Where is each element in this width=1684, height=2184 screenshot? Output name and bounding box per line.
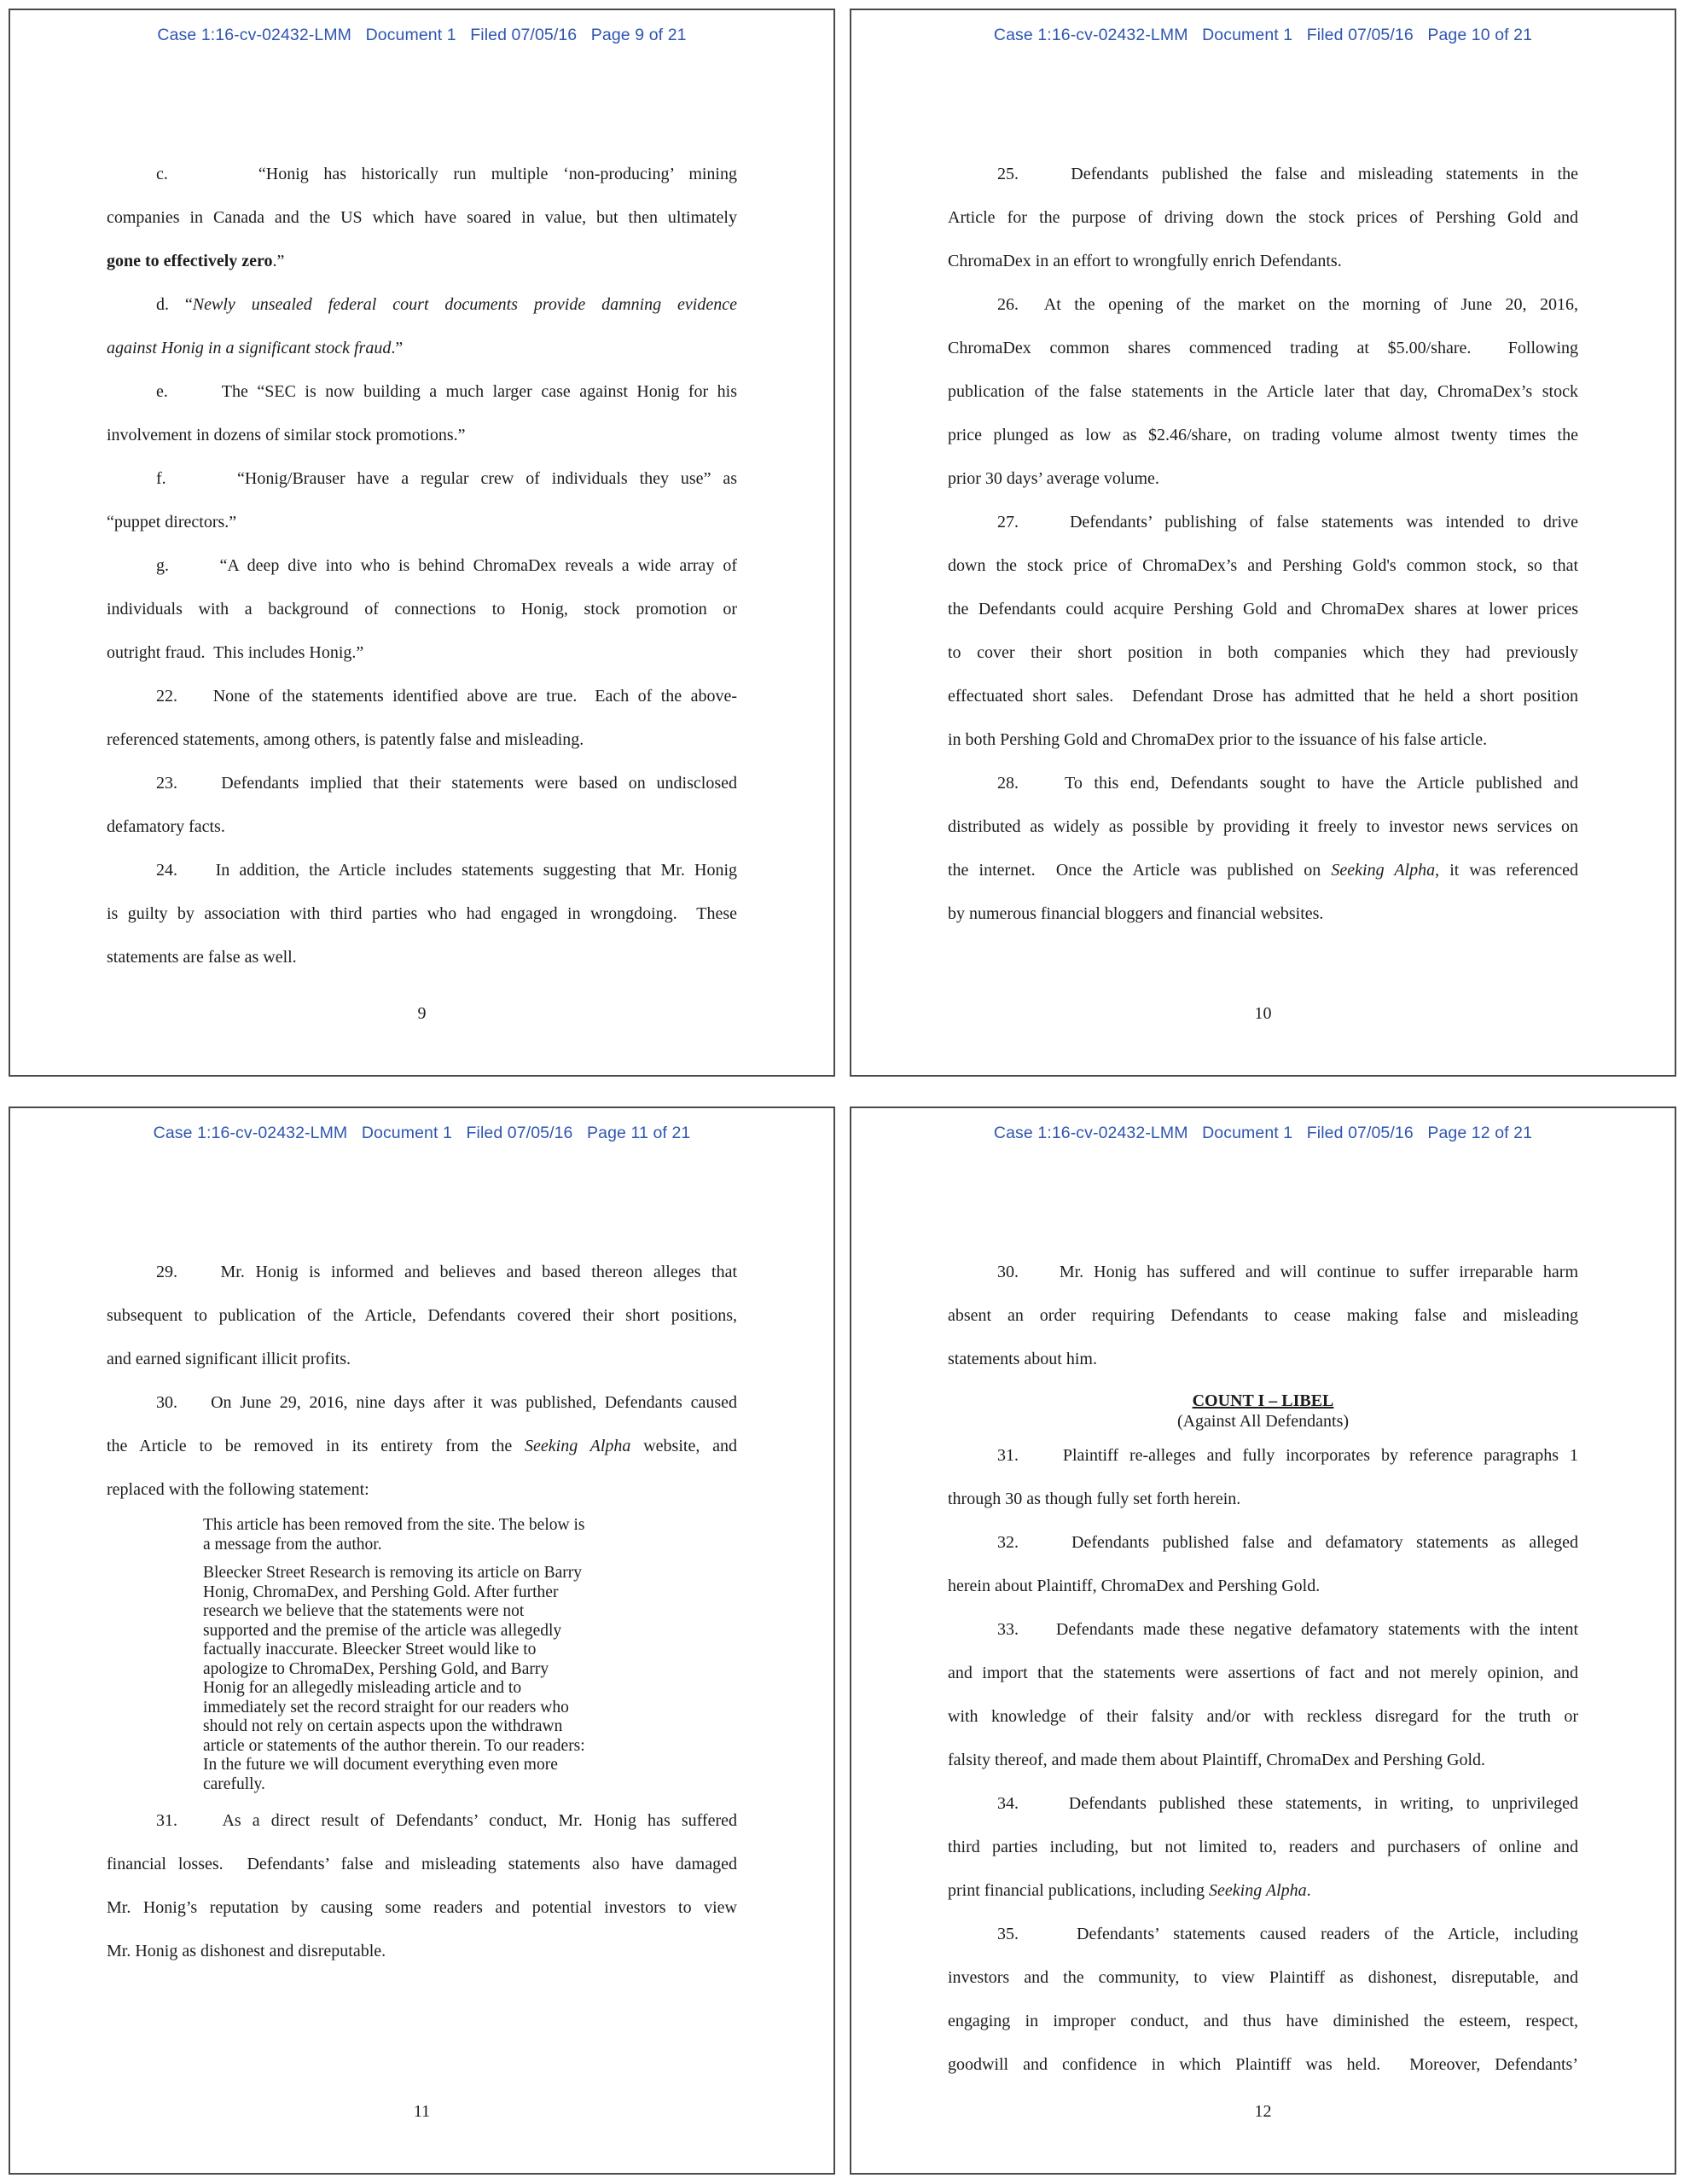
text-line: and earned significant illicit profits. (107, 1350, 351, 1368)
italic-text: Seeking Alpha (1331, 861, 1436, 880)
text-segment: the internet. Once the Article was published on (948, 861, 1332, 880)
page-body (948, 1251, 1578, 2087)
page-header: Case 1:16-cv-02432-LMM Document 1 Filed 07/05/16 Page 10 of 21 (993, 26, 1533, 44)
text-line: 30. On June 29, 2016, nine days after it was published, Defendants caused (156, 1393, 737, 1412)
quote-line: This article has been removed from the site. The below is (203, 1516, 585, 1534)
text-line: investors and the community, to view Plaintiff as dishonest, disreputable, and (948, 1968, 1578, 1987)
text-line: by numerous financial bloggers and financial websites. (948, 904, 1324, 923)
text-line: replaced with the following statement: (107, 1480, 369, 1499)
text-line: 31. Plaintiff re-alleges and fully incorporates by reference paragraphs 1 (997, 1446, 1578, 1465)
text-line: individuals with a background of connections to Honig, stock promotion or (107, 600, 737, 619)
text-segment: . (1306, 1881, 1311, 1900)
text-segment: the Article to be removed in its entirety from the (107, 1437, 526, 1455)
text-line: 27. Defendants’ publishing of false statements was intended to drive (997, 513, 1578, 531)
text-segment: .” (391, 339, 404, 357)
text-line: Article for the purpose of driving down the stock prices of Pershing Gold and (948, 208, 1578, 227)
text-line: f. “Honig/Brauser have a regular crew of individuals they use” as (156, 469, 737, 488)
quote-line: carefully. (203, 1774, 265, 1793)
text-line: 31. As a direct result of Defendants’ conduct, Mr. Honig has suffered (156, 1811, 737, 1830)
text-line: to cover their short position in both companies which they had previously (948, 643, 1578, 662)
text-line: falsity thereof, and made them about Plaintiff, ChromaDex and Pershing Gold. (948, 1751, 1486, 1769)
italic-text: Seeking Alpha (1209, 1881, 1307, 1900)
text-line: down the stock price of ChromaDex’s and Pershing Gold's common stock, so that (948, 556, 1578, 575)
page-header: Case 1:16-cv-02432-LMM Document 1 Filed 07/05/16 Page 9 of 21 (157, 26, 687, 44)
quote-line: Honig for an allegedly misleading article and to (203, 1679, 522, 1697)
text-line: engaging in improper conduct, and thus have diminished the esteem, respect, (948, 2012, 1578, 2030)
text-line: the Defendants could acquire Pershing Gold and ChromaDex shares at lower prices (948, 600, 1578, 619)
quote-line: Honig, ChromaDex, and Pershing Gold. After further (203, 1583, 559, 1601)
text-line: in both Pershing Gold and ChromaDex prior to the issuance of his false article. (948, 730, 1488, 749)
text-line: ChromaDex in an effort to wrongfully enrich Defendants. (948, 252, 1342, 270)
text-line: 34. Defendants published these statements, in writing, to unprivileged (997, 1794, 1578, 1813)
quote-line: Bleecker Street Research is removing its article on Barry (203, 1564, 583, 1582)
text-segment: d. “ (156, 295, 193, 314)
text-line: referenced statements, among others, is patently false and misleading. (107, 730, 584, 749)
text-line: 24. In addition, the Article includes statements suggesting that Mr. Honig (156, 861, 737, 880)
quote-line: supported and the premise of the article was allegedly (203, 1621, 562, 1640)
page-header: Case 1:16-cv-02432-LMM Document 1 Filed 07/05/16 Page 12 of 21 (993, 1124, 1533, 1142)
text-line (107, 327, 737, 370)
text-line: 28. To this end, Defendants sought to have the Article published and (997, 774, 1578, 793)
text-line: distributed as widely as possible by providing it freely to investor news services on (948, 817, 1578, 836)
page-number: 12 (1254, 2102, 1272, 2121)
quote-line: research we believe that the statements were not (203, 1602, 525, 1620)
block-quote (203, 1512, 647, 1799)
text-segment: website, and (630, 1437, 737, 1455)
text-line: through 30 as though fully set forth herein. (948, 1490, 1241, 1508)
text-line: with knowledge of their falsity and/or with reckless disregard for the truth or (948, 1707, 1578, 1726)
text-segment: .” (272, 252, 285, 270)
page-number: 11 (413, 2102, 431, 2121)
text-line (948, 1869, 1578, 1913)
text-line: 22. None of the statements identified above are true. Each of the above- (156, 687, 737, 706)
text-line: g. “A deep dive into who is behind ChromaDex reveals a wide array of (156, 556, 737, 575)
page-body (948, 153, 1578, 936)
text-line: statements are false as well. (107, 948, 297, 967)
bold-text: gone to effectively zero (107, 252, 273, 270)
quote-line: should not rely on certain aspects upon the withdrawn (203, 1717, 563, 1735)
text-line: and import that the statements were assertions of fact and not merely opinion, and (948, 1664, 1578, 1682)
quote-line: immediately set the record straight for our readers who (203, 1698, 569, 1716)
text-line: involvement in dozens of similar stock promotions.” (107, 426, 466, 444)
text-line: Mr. Honig as dishonest and disreputable. (107, 1942, 386, 1960)
text-line: e. The “SEC is now building a much larger case against Honig for his (156, 382, 737, 401)
page-header: Case 1:16-cv-02432-LMM Document 1 Filed 07/05/16 Page 11 of 21 (153, 1124, 691, 1142)
text-line: statements about him. (948, 1350, 1097, 1368)
text-line (107, 1425, 737, 1468)
text-line: price plunged as low as $2.46/share, on trading volume almost twenty times the (948, 426, 1578, 444)
quote-line: In the future we will document everything even more (203, 1756, 558, 1774)
text-line: 33. Defendants made these negative defamatory statements with the intent (997, 1620, 1578, 1639)
text-line: 26. At the opening of the market on the morning of June 20, 2016, (997, 295, 1578, 314)
text-line: outright fraud. This includes Honig.” (107, 643, 364, 662)
text-line: prior 30 days’ average volume. (948, 469, 1159, 488)
text-line: 30. Mr. Honig has suffered and will continue to suffer irreparable harm (997, 1263, 1578, 1281)
italic-text: Newly unsealed federal court documents provide damning evidence (192, 295, 737, 314)
text-line: goodwill and confidence in which Plaintiff was held. Moreover, Defendants’ (948, 2055, 1578, 2074)
text-line: companies in Canada and the US which have soared in value, but then ultimately (107, 208, 737, 227)
text-line: c. “Honig has historically run multiple ‘non-producing’ mining (156, 165, 737, 183)
text-line: effectuated short sales. Defendant Drose has admitted that he held a short position (948, 687, 1578, 706)
text-line: herein about Plaintiff, ChromaDex and Pershing Gold. (948, 1577, 1321, 1595)
document-page-9 (9, 9, 835, 1077)
text-line (948, 849, 1578, 892)
count-heading: COUNT I – LIBEL (1192, 1391, 1334, 1410)
document-page-10 (850, 9, 1676, 1077)
text-line: 32. Defendants published false and defamatory statements as alleged (997, 1533, 1578, 1552)
quote-line: apologize to ChromaDex, Pershing Gold, and Barry (203, 1659, 549, 1678)
text-line: ChromaDex common shares commenced trading at $5.00/share. Following (948, 339, 1578, 357)
text-segment: print financial publications, including (948, 1881, 1210, 1900)
text-line: publication of the false statements in the Article later that day, ChromaDex’s stock (948, 382, 1578, 401)
page-body (107, 153, 737, 979)
text-line: 29. Mr. Honig is informed and believes and based thereon alleges that (156, 1263, 737, 1281)
count-subheading: (Against All Defendants) (1176, 1412, 1350, 1431)
text-segment: , it was referenced (1435, 861, 1578, 880)
page-number: 9 (417, 1004, 427, 1023)
document-page-11 (9, 1107, 835, 2175)
italic-text: Seeking Alpha (525, 1437, 631, 1455)
page-body (107, 1251, 737, 1973)
text-line: subsequent to publication of the Article, Defendants covered their short positions, (107, 1306, 737, 1325)
text-line: Mr. Honig’s reputation by causing some readers and potential investors to view (107, 1898, 737, 1917)
quote-line: a message from the author. (203, 1535, 382, 1554)
text-line (107, 240, 737, 283)
quote-line: factually inaccurate. Bleecker Street would like to (203, 1641, 537, 1658)
text-line: defamatory facts. (107, 817, 225, 836)
italic-text: against Honig in a significant stock fraud (107, 339, 392, 357)
text-line: financial losses. Defendants’ false and misleading statements also have damaged (107, 1855, 737, 1873)
text-line: 35. Defendants’ statements caused readers of the Article, including (997, 1925, 1578, 1943)
text-line: third parties including, but not limited to, readers and purchasers of online and (948, 1838, 1578, 1856)
text-line: absent an order requiring Defendants to cease making false and misleading (948, 1306, 1578, 1325)
text-line: “puppet directors.” (107, 513, 237, 531)
text-line: 23. Defendants implied that their statements were based on undisclosed (156, 774, 737, 793)
document-page-12 (850, 1107, 1676, 2175)
page-number: 10 (1254, 1004, 1272, 1023)
text-line: is guilty by association with third parties who had engaged in wrongdoing. These (107, 904, 737, 923)
text-line: 25. Defendants published the false and misleading statements in the (997, 165, 1578, 183)
text-line (107, 283, 737, 327)
quote-line: article or statements of the author therein. To our readers: (203, 1736, 585, 1755)
